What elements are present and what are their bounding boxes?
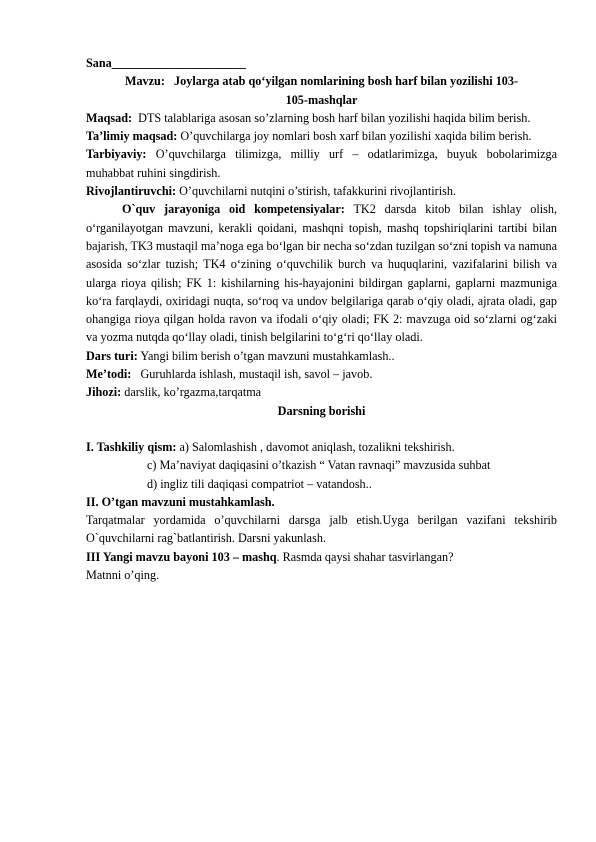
step1-d-line: d) ingliz tili daqiqasi compatriot – vatandosh.. <box>147 476 372 491</box>
step3-line <box>86 548 557 566</box>
metodi-text: Guruhlarda ishlash, mustaqil ish, savol – javob. <box>140 367 373 382</box>
mavzu-text-1: Joylarga atab qo‘yilgan nomlarining bosh harf bilan yozilishi 103- <box>174 74 519 89</box>
step1-text: a) Salomlashish , davomot aniqlash, tozalikni tekshirish. <box>179 439 455 454</box>
kompetensiya-text: TK2 darsda kitob bilan ishlay olish, o‘rganilayotgan mavzuni, kerakli qoidani, mashqni topish, mashq topshiriqlarini tartibi bilan bajarish, TK3 mustaqil ma’noga ega bo‘lgan bir necha so‘zdan tuzilgan so‘zni topish va namuna asosida so‘zlar tuzish; TK4 o‘zining o‘quvchilik burch va huquqlarini, vazifalarini bilish va ularga rioya qilish; FK 1: kishilarning his-hayajonini bildirgan gaplarni, gaplarni mazmuniga ko‘ra farqlaydi, oxiridagi nuqta, so‘roq va undov belgilariga qarab o‘qiy oladi, ajrata oladi, gap ohangiga rioya qilgan holda ravon va ifodali o‘qiy oladi; FK 2: mavzuga oid so‘zlarni og‘zaki va yozma nutqda qo‘llay oladi, tinish belgilarini to‘g‘ri qo‘llay oladi. <box>86 202 557 345</box>
rivojlantiruvchi-paragraph <box>86 182 557 200</box>
topic-title-cont: 105-mashqlar <box>285 92 358 107</box>
maqsad-label: Maqsad: <box>86 110 133 125</box>
step1-line <box>86 438 557 456</box>
talimiy-text: O’quvchilarga joy nomlari bosh xarf bilan yozilishi xaqida bilim berish. <box>180 129 532 144</box>
talimiy-label: Ta’limiy maqsad: <box>86 129 178 144</box>
maqsad-text: DTS talablariga asosan so’zlarning bosh harf bilan yozilishi haqida bilim berish. <box>138 110 531 125</box>
sana-label: Sana <box>86 56 112 70</box>
maqsad-paragraph <box>86 109 557 127</box>
jihozi-line <box>86 383 557 401</box>
dars-turi-label: Dars turi: <box>86 348 138 363</box>
dars-turi-text: Yangi bilim berish o’tgan mavzuni mustahkamlash.. <box>140 348 395 363</box>
rivojlantiruvchi-text: O’quvchilarni nutqini o’stirish, tafakkurini rivojlantirish. <box>179 184 456 199</box>
kompetensiya-label: O`quv jarayoniga oid kompetensiyalar: <box>122 202 345 217</box>
metodi-line <box>86 365 557 383</box>
dars-turi-line <box>86 347 557 365</box>
kompetensiya-paragraph <box>86 200 557 346</box>
step1-label: I. Tashkiliy qism: <box>86 439 177 454</box>
jihozi-text: darslik, ko’rgazma,tarqatma <box>124 385 262 400</box>
step3-task: Matnni o’qing. <box>86 568 160 583</box>
mavzu-label: Mavzu: <box>124 74 165 89</box>
step2-heading: II. O’tgan mavzuni mustahkamlash. <box>86 494 275 509</box>
sana-blank: ______________________ <box>111 56 246 70</box>
step1-c-line: c) Ma’naviyat daqiqasini o’tkazish “ Vatan ravnaqi” mavzusida suhbat <box>147 458 491 473</box>
step3-text: . Rasmda qaysi shahar tasvirlangan? <box>276 549 454 564</box>
tarbiyaviy-label: Tarbiyaviy: <box>86 147 147 162</box>
step2-text: Tarqatmalar yordamida o’quvchilarni darsga jalb etish.Uyga berilgan vazifani tekshirib O`quvchilarni rag`batlantirish. Darsni yakunlash. <box>86 513 557 546</box>
borishi-heading: Darsning borishi <box>277 403 366 418</box>
document-page <box>86 54 557 584</box>
talimiy-paragraph <box>86 127 557 145</box>
rivojlantiruvchi-label: Rivojlantiruvchi: <box>86 184 177 199</box>
tarbiyaviy-text: O’quvchilarga tilimizga, milliy urf – odatlarimizga, buyuk bobolarimizga muhabbat ruhini singdirish. <box>86 147 557 180</box>
tarbiyaviy-paragraph <box>86 145 557 182</box>
metodi-label: Me’todi: <box>86 367 132 382</box>
date-line <box>86 54 557 72</box>
jihozi-label: Jihozi: <box>86 385 122 400</box>
topic-title <box>86 72 557 90</box>
step3-label: III Yangi mavzu bayoni 103 – mashq <box>86 549 277 564</box>
spacer <box>86 420 557 438</box>
